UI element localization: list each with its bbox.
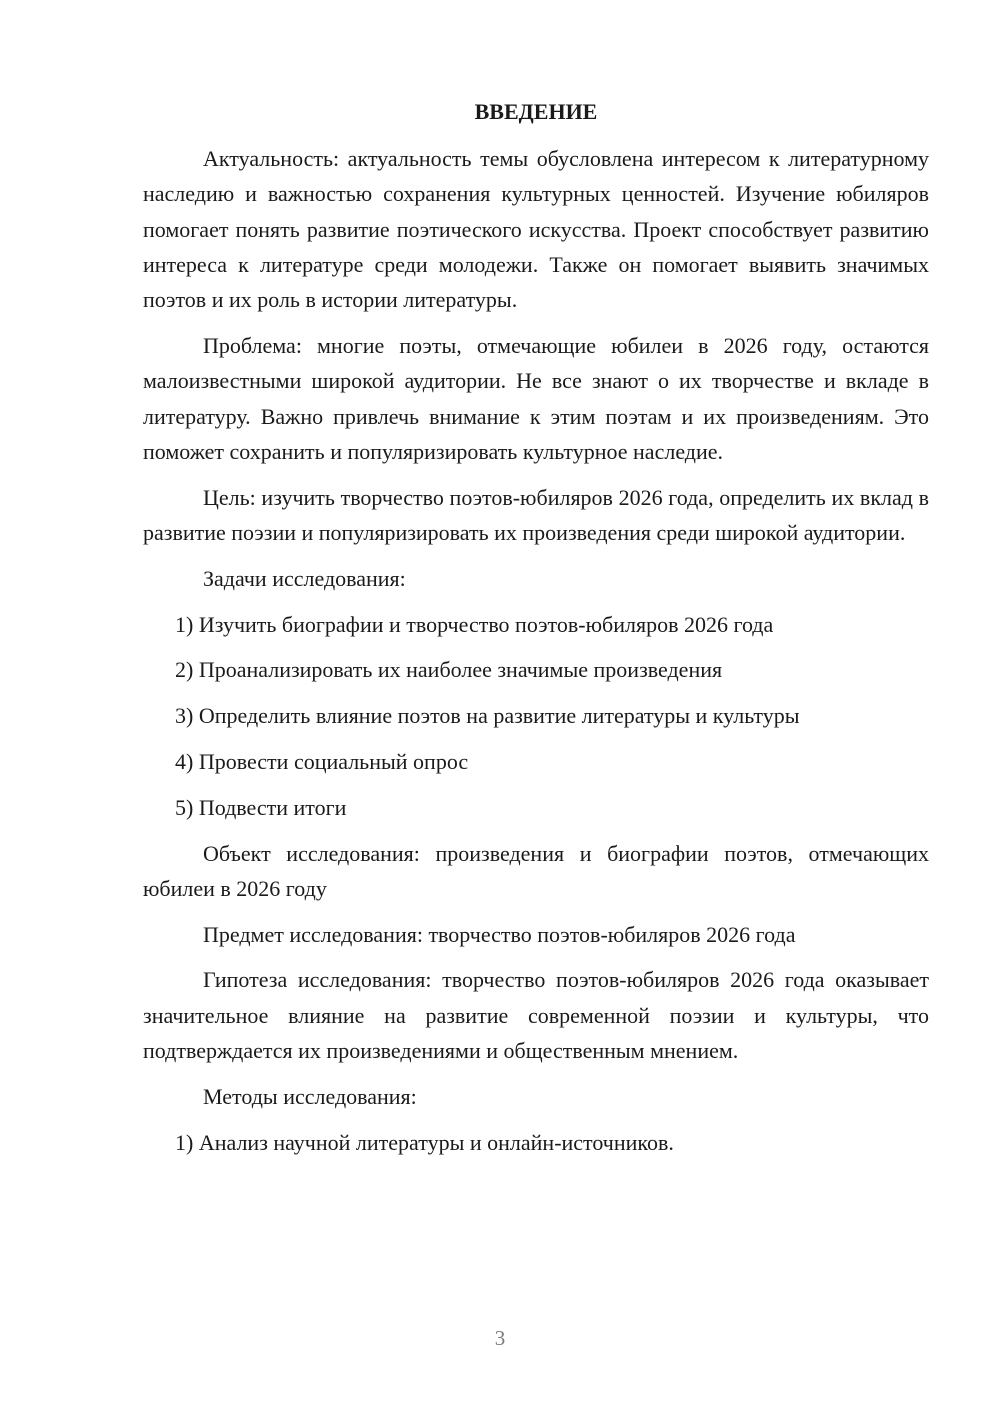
- task-item-3: 3) Определить влияние поэтов на развитие литературы и культуры: [175, 703, 800, 729]
- methods-heading: Методы исследования:: [203, 1083, 417, 1109]
- problem-paragraph: Проблема: многие поэты, отмечающие юбилеи в 2026 году, остаются малоизвестными широкой аудитории. Не все знают о их творчестве и вкладе в литературу. Важно привлечь внимание к этим поэтам и их произведениям. Это поможет сохранить и популяризировать культурное наследие.: [143, 332, 929, 464]
- hypothesis-paragraph: Гипотеза исследования: творчество поэтов-юбиляров 2026 года оказывает значительное влияние на развитие современной поэзии и культуры, что подтверждается их произведениями и общественным мнением.: [143, 967, 929, 1064]
- subject-paragraph: Предмет исследования: творчество поэтов-юбиляров 2026 года: [203, 921, 796, 947]
- method-item-1: 1) Анализ научной литературы и онлайн-источников.: [175, 1129, 674, 1155]
- document-body: [143, 94, 929, 1170]
- page-title: ВВЕДЕНИЕ: [474, 99, 598, 124]
- goal-paragraph: Цель: изучить творчество поэтов-юбиляров 2026 года, определить их вклад в развитие поэзии и популяризировать их произведения среди широкой аудитории.: [143, 484, 929, 545]
- task-item-5: 5) Подвести итоги: [175, 794, 347, 820]
- tasks-heading: Задачи исследования:: [203, 565, 406, 591]
- task-item-2: 2) Проанализировать их наиболее значимые произведения: [175, 657, 723, 683]
- page-number: 3: [494, 1326, 506, 1350]
- task-item-1: 1) Изучить биографии и творчество поэтов-юбиляров 2026 года: [175, 611, 774, 637]
- task-item-4: 4) Провести социальный опрос: [175, 748, 469, 774]
- relevance-paragraph: Актуальность: актуальность темы обусловлена интересом к литературному наследию и важностью сохранения культурных ценностей. Изучение юбиляров помогает понять развитие поэтического искусства. Проект способствует развитию интереса к литературе среди молодежи. Также он помогает выявить значимых поэтов и их роль в истории литературы.: [143, 146, 929, 313]
- object-paragraph: Объект исследования: произведения и биографии поэтов, отмечающих юбилеи в 2026 году: [143, 840, 929, 901]
